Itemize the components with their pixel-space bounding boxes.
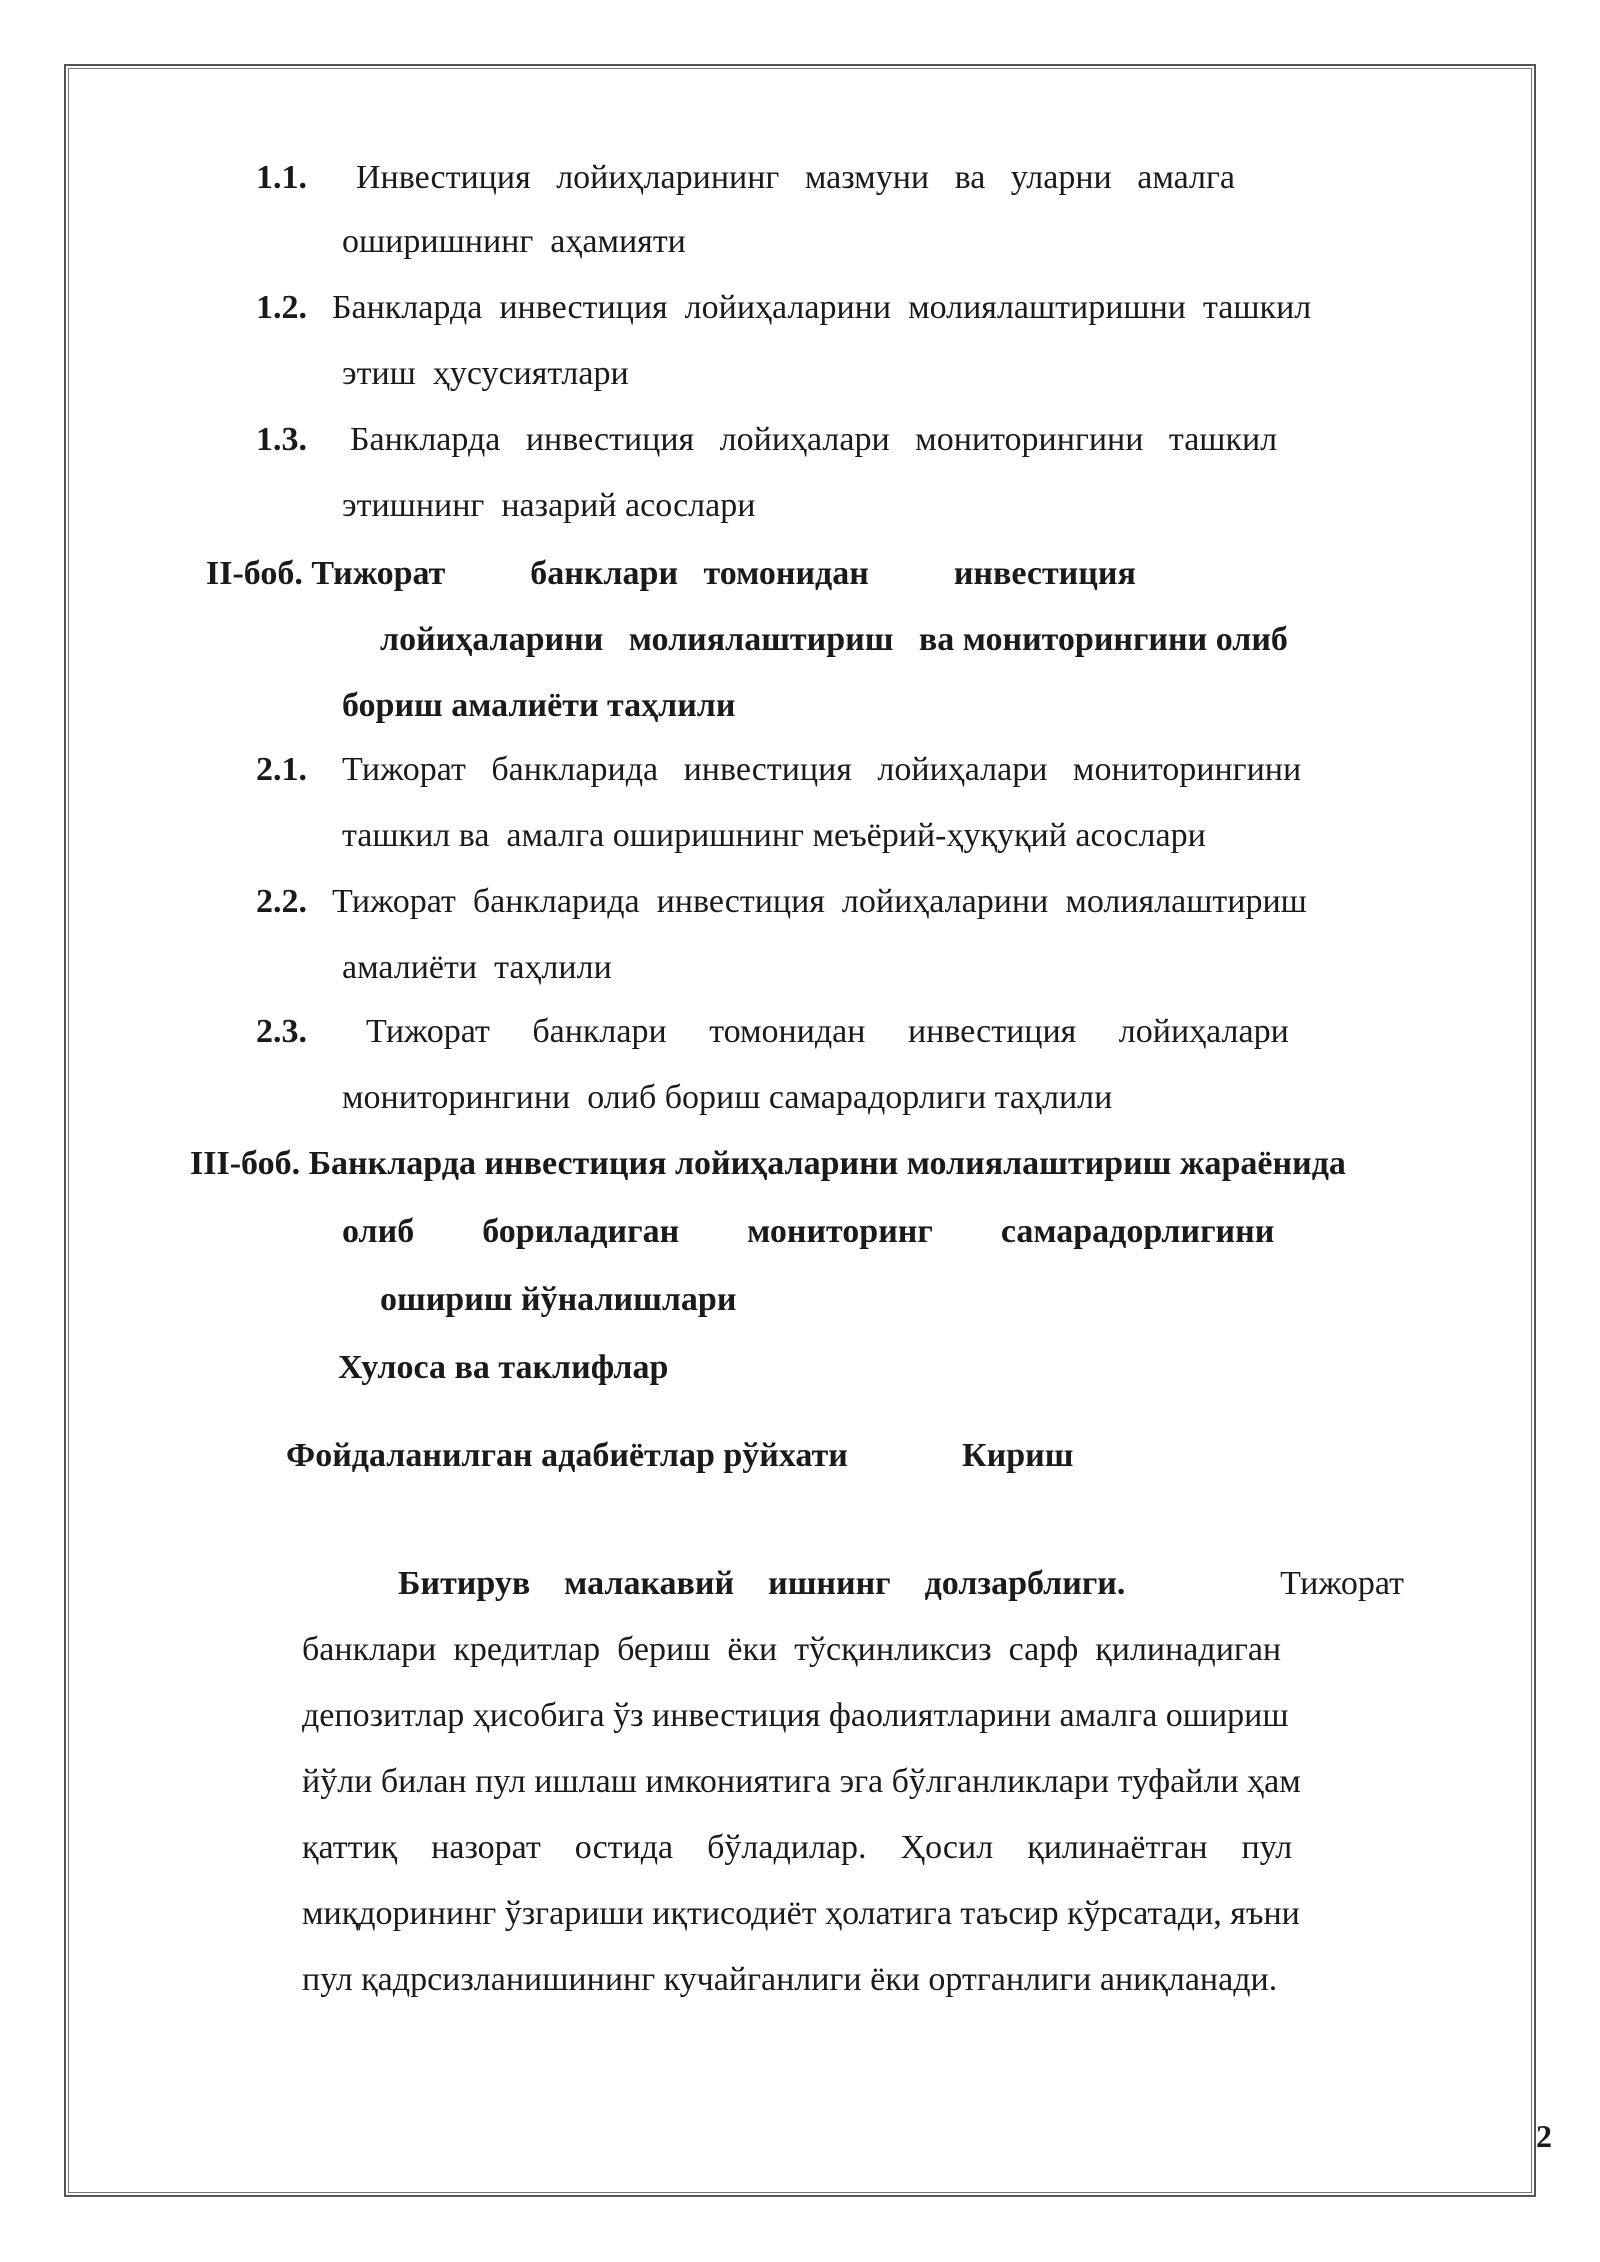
toc-text: Банкларда инвестиция лойиҳалари мониторингини ташкил: [350, 421, 1278, 458]
body-line: қаттиқ назорат остида бўладилар. Ҳосил қилинаётган пул: [302, 1829, 1293, 1866]
toc-item-2-1: [256, 748, 1302, 792]
toc-chapter-3-cont2: ошириш йўналишлари: [380, 1281, 737, 1318]
toc-number: 1.2.: [256, 289, 307, 326]
body-text: Тижорат: [1280, 1565, 1404, 1602]
toc-item-1-1: [256, 156, 1404, 200]
toc-chapter-2-cont2: бориш амалиёти таҳлили: [342, 687, 736, 724]
body-line: банклари кредитлар бериш ёки тўсқинликсиз сарф қилинадиган: [302, 1631, 1282, 1668]
relevance-heading: Битирув малакавий ишнинг долзарблиги.: [398, 1565, 1126, 1602]
toc-item-1-3: [256, 418, 1404, 462]
toc-references: Фойдаланилган адабиётлар рўйхати: [286, 1437, 848, 1474]
toc-text: Тижорат банкларида инвестиция лойиҳалари мониторингини: [342, 751, 1302, 788]
page-border-inner: [68, 68, 1532, 2193]
toc-number: 2.1.: [256, 751, 307, 788]
body-first-line: [398, 1562, 1404, 1606]
toc-conclusion: Хулоса ва таклифлар: [338, 1349, 669, 1386]
toc-text: Тижорат банкларида инвестиция лойиҳаларини молиялаштириш: [332, 883, 1307, 920]
toc-item-1-2-cont: этиш ҳусусиятлари: [342, 355, 629, 392]
body-line: миқдорининг ўзгариши иқтисодиёт ҳолатига таъсир кўрсатади, яъни: [302, 1895, 1300, 1932]
toc-number: 1.3.: [256, 421, 307, 458]
toc-item-1-3-cont: этишнинг назарий асослари: [342, 487, 756, 524]
body-line: пул қадрсизланишининг кучайганлиги ёки ортганлиги аниқланади.: [302, 1961, 1278, 1998]
toc-number: 2.3.: [256, 1013, 307, 1050]
toc-item-1-1-cont: оширишнинг аҳамияти: [342, 223, 686, 260]
body-line: депозитлар ҳисобига ўз инвестиция фаолиятларини амалга ошириш: [302, 1697, 1289, 1734]
toc-item-2-2: [256, 880, 1307, 924]
toc-chapter-3: III-боб. Банкларда инвестиция лойиҳаларини молиялаштириш жараёнида: [190, 1145, 1346, 1182]
body-line: йўли билан пул ишлаш имкониятига эга бўлганликлари туфайли ҳам: [302, 1763, 1301, 1800]
toc-item-2-1-cont: ташкил ва амалга оширишнинг меъёрий-ҳуқуқий асослари: [342, 817, 1206, 854]
toc-chapter-3-cont: олиб бориладиган мониторинг самарадорлигини: [342, 1213, 1275, 1250]
toc-number: 1.1.: [256, 159, 307, 196]
toc-text: Тижорат банклари томонидан инвестиция лойиҳалари: [366, 1013, 1289, 1050]
intro-heading: Кириш: [962, 1437, 1074, 1474]
toc-item-2-3-cont: мониторингини олиб бориш самарадорлиги таҳлили: [342, 1079, 1113, 1116]
page-number: 2: [1536, 2118, 1552, 2154]
toc-item-1-2: [256, 286, 1404, 330]
toc-chapter-2-cont: лойиҳаларини молиялаштириш ва мониторингини олиб: [380, 621, 1288, 658]
toc-item-2-3: [256, 1010, 1289, 1054]
toc-item-2-2-cont: амалиёти таҳлили: [342, 949, 612, 986]
toc-chapter-2: II-боб. Тижорат банклари томонидан инвестиция: [206, 555, 1136, 592]
toc-number: 2.2.: [256, 883, 307, 920]
toc-text: Банкларда инвестиция лойиҳаларини молиялаштиришни ташкил: [332, 289, 1312, 326]
toc-text: Инвестиция лойиҳларининг мазмуни ва уларни амалга: [356, 159, 1236, 196]
